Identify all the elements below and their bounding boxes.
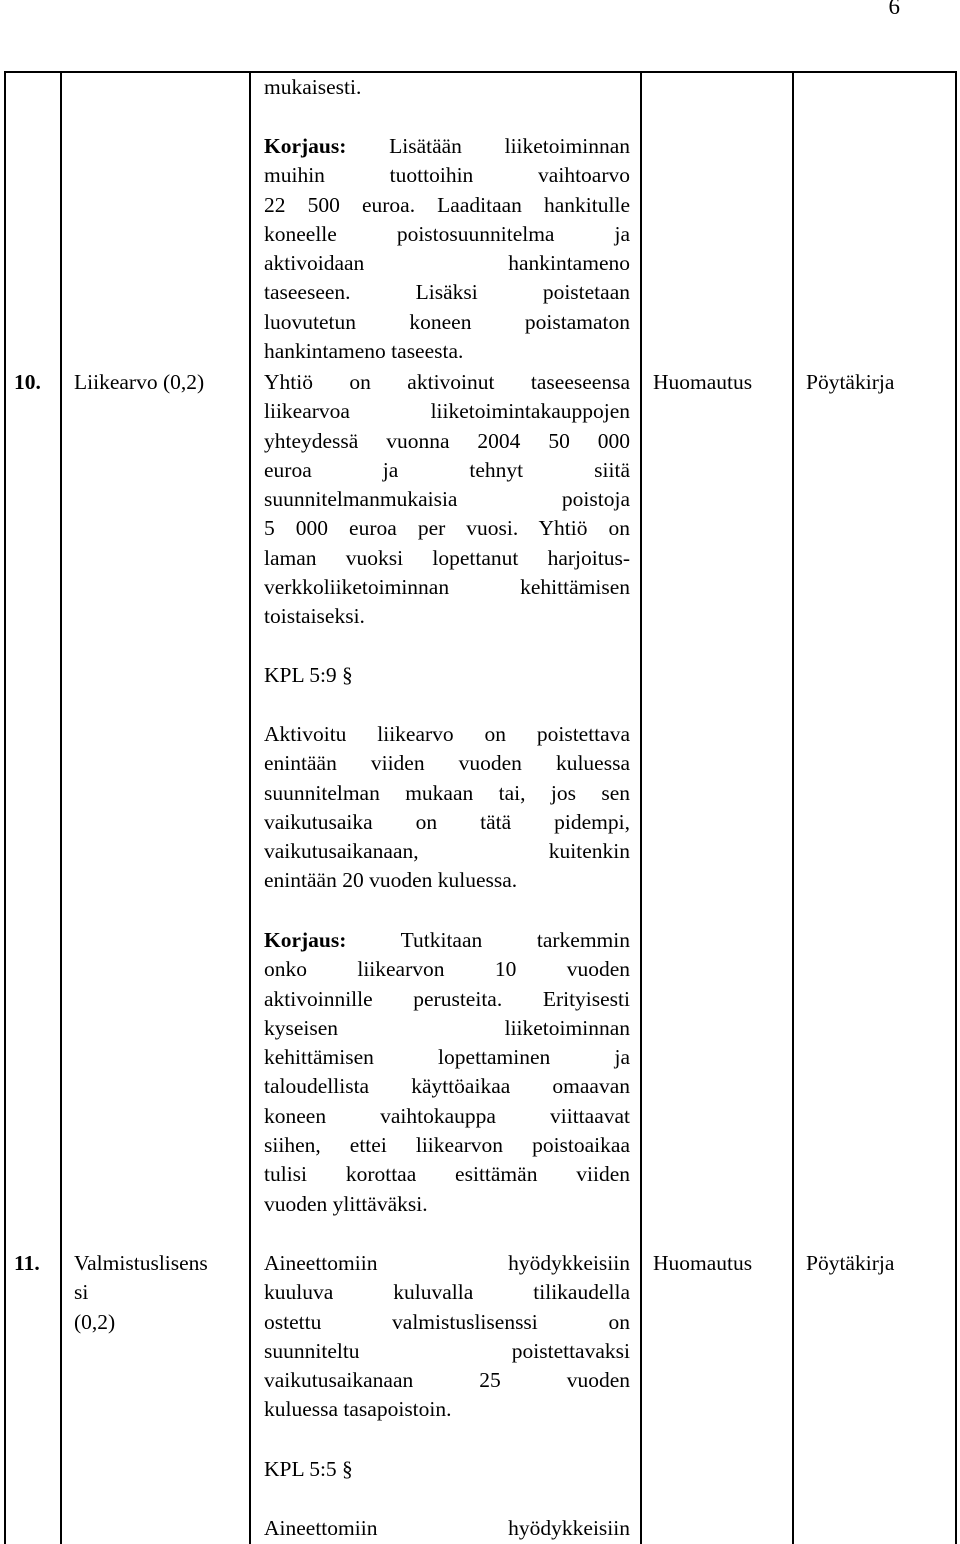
description-line: Yhtiö on aktivoinut taseeseensa <box>264 370 630 394</box>
correction-line: siihen, ettei liikearvon poistoaikaa <box>264 1133 630 1158</box>
description-line: liikearvoa liiketoimintakauppojen <box>264 399 630 424</box>
row-11-law-reference: KPL 5:5 § <box>264 1457 353 1481</box>
law-text-line: enintään 20 vuoden kuluessa. <box>264 868 518 893</box>
description-line: ostettu valmistuslisenssi on <box>264 1309 630 1334</box>
row-prev-correction <box>264 132 630 366</box>
description-line: toistaiseksi. <box>264 604 365 629</box>
correction-line: aktivoinnille perusteita. Erityisesti <box>264 986 630 1011</box>
row-11-severity: Huomautus <box>653 1251 753 1275</box>
column-divider-4 <box>792 71 794 1544</box>
row-10-number: 10. <box>14 370 41 394</box>
correction-line: 22 500 euroa. Laaditaan hankitulle <box>264 192 630 217</box>
topic-line: (0,2) <box>74 1309 116 1334</box>
correction-line: hankintameno taseesta. <box>264 339 464 364</box>
description-line: kuluessa tasapoistoin. <box>264 1397 452 1422</box>
row-10-law-text <box>264 720 630 896</box>
row-10-description <box>264 368 630 632</box>
description-line: laman vuoksi lopettanut harjoitus- <box>264 545 630 570</box>
description-line: verkkoliiketoiminnan kehittämisen <box>264 575 630 600</box>
correction-line: aktivoidaan hankintameno <box>264 251 630 276</box>
description-line: 5 000 euroa per vuosi. Yhtiö on <box>264 516 630 541</box>
correction-line: taloudellista käyttöaikaa omaavan <box>264 1074 630 1099</box>
row-11-law-text <box>264 1514 630 1543</box>
description-line: euroa ja tehnyt siitä <box>264 457 630 482</box>
law-text-line: Aineettomiin hyödykkeisiin <box>264 1516 630 1540</box>
correction-line: koneen vaihtokauppa viittaavat <box>264 1103 630 1128</box>
column-divider-2 <box>249 71 251 1544</box>
row-10-topic: Liikearvo (0,2) <box>74 370 205 394</box>
topic-line: Valmistuslisens <box>74 1251 208 1275</box>
topic-line: si <box>74 1280 89 1305</box>
row-11-topic <box>74 1249 208 1337</box>
column-divider-3 <box>640 71 642 1544</box>
correction-line: onko liikearvon 10 vuoden <box>264 957 630 982</box>
row-11-document: Pöytäkirja <box>806 1251 895 1275</box>
correction-line: vuoden ylittäväksi. <box>264 1191 428 1216</box>
law-text-line: vaikutusaika on tätä pidempi, <box>264 809 630 834</box>
page-number: 6 <box>888 0 900 19</box>
row-10-document: Pöytäkirja <box>806 370 895 394</box>
law-text-line: suunnitelman mukaan tai, jos sen <box>264 780 630 805</box>
correction-line: luovutetun koneen poistamaton <box>264 309 630 334</box>
correction-label: Korjaus: <box>264 928 347 952</box>
description-line: vaikutusaikanaan 25 vuoden <box>264 1368 630 1393</box>
row-11-description <box>264 1249 630 1425</box>
table-right-border <box>955 71 957 1544</box>
table-left-border <box>4 71 6 1544</box>
description-line: kuuluva kuluvalla tilikaudella <box>264 1280 630 1305</box>
row-11-number: 11. <box>14 1251 40 1275</box>
table-top-border <box>4 71 957 73</box>
description-line: suunnitelmanmukaisia poistoja <box>264 487 630 512</box>
correction-line: tulisi korottaa esittämän viiden <box>264 1162 630 1187</box>
correction-label: Korjaus: <box>264 134 347 158</box>
correction-line: kehittämisen lopettaminen ja <box>264 1045 630 1070</box>
description-line: yhteydessä vuonna 2004 50 000 <box>264 428 630 453</box>
correction-line-1: Korjaus: Lisätään liiketoiminnan <box>264 134 630 158</box>
law-text-line: Aktivoitu liikearvo on poistettava <box>264 722 630 746</box>
description-line: Aineettomiin hyödykkeisiin <box>264 1251 630 1275</box>
law-text-line: vaikutusaikanaan, kuitenkin <box>264 839 630 864</box>
correction-line: muihin tuottoihin vaihtoarvo <box>264 163 630 188</box>
law-text-line: enintään viiden vuoden kuluessa <box>264 751 630 776</box>
row-10-law-reference: KPL 5:9 § <box>264 663 353 687</box>
row-10-correction <box>264 926 630 1219</box>
row-10-severity: Huomautus <box>653 370 753 394</box>
row-prev-text: mukaisesti. <box>264 75 362 99</box>
correction-line-1: Korjaus: Tutkitaan tarkemmin <box>264 928 630 952</box>
column-divider-1 <box>60 71 62 1544</box>
correction-line: taseeseen. Lisäksi poistetaan <box>264 280 630 305</box>
description-line: suunniteltu poistettavaksi <box>264 1338 630 1363</box>
correction-line: koneelle poistosuunnitelma ja <box>264 221 630 246</box>
correction-line: kyseisen liiketoiminnan <box>264 1015 630 1040</box>
